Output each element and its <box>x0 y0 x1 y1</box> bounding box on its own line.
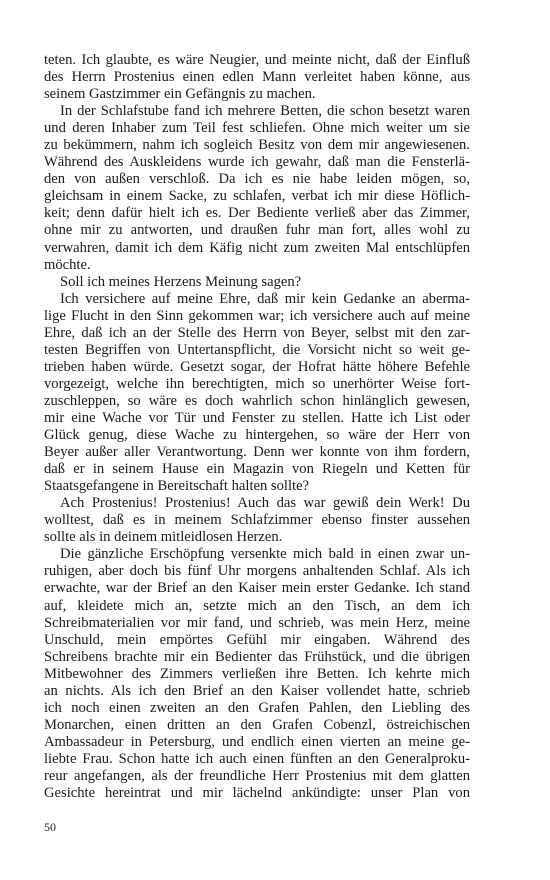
text-line: des Herrn Prostenius einen edlen Mann verleitet haben könne, aus <box>44 69 470 86</box>
text-line: den von außen verschloß. Da ich es nie habe leiden mögen, so, <box>44 171 470 188</box>
text-line: zuschleppen, so wäre es doch wahrlich schon hinlänglich gewesen, <box>44 392 470 409</box>
text-line: Ehre, daß ich an der Stelle des Herrn von Beyer, selbst mit den zar- <box>44 324 470 341</box>
text-line: Gesichte hereintrat und mir lächelnd ankündigte: unser Plan von <box>44 785 470 802</box>
text-line: seinem Gastzimmer ein Gefängnis zu machen. <box>44 86 316 103</box>
text-line: ich noch einen zweiten an den Grafen Pahlen, den Liebling des <box>44 699 470 716</box>
text-line: Während des Auskleidens wurde ich gewahr, daß man die Fensterlä- <box>44 154 470 171</box>
text-line: zu bekümmern, nahm ich sogleich Besitz von dem mir angewiesenen. <box>44 137 470 154</box>
text-line: In der Schlafstube fand ich mehrere Betten, die schon besetzt waren <box>60 103 470 120</box>
text-line: vorgezeigt, welche ihn berechtigten, mich so unerhörter Weise fort- <box>44 375 470 392</box>
text-line: an nichts. Als ich den Brief an den Kaiser vollendet hatte, schrieb <box>44 682 470 699</box>
text-line: Unschuld, mein empörtes Gefühl mir eingaben. Während des <box>44 631 470 648</box>
text-line: auf, kleidete mich an, setzte mich an den Tisch, an dem ich <box>44 597 470 614</box>
text-line: Ich versichere auf meine Ehre, daß mir kein Gedanke an aberma- <box>60 290 470 307</box>
text-line: ohne mir zu antworten, und draußen fuhr man fort, alles wohl zu <box>44 222 470 239</box>
text-line: keit; denn dafür hielt ich es. Der Bediente verließ aber das Zimmer, <box>44 205 470 222</box>
text-line: Schreibmaterialien vor mir fand, und schrieb, was mein Herz, meine <box>44 614 470 631</box>
text-line: ruhigen, aber doch bis fünf Uhr morgens anhaltenden Schlaf. Als ich <box>44 563 470 580</box>
text-line: Monarchen, einen dritten an den Grafen Cobenzl, östreichischen <box>44 716 470 733</box>
text-line: reur angefangen, als der freundliche Herr Prostenius mit dem glatten <box>44 767 470 784</box>
page-number: 50 <box>44 820 56 834</box>
text-line: Staatsgefangene in Bereitschaft halten sollte? <box>44 478 310 495</box>
text-line: Ambassadeur in Petersburg, und endlich einen vierten an meine ge- <box>44 733 470 750</box>
text-line: mir eine Wache vor Tür und Fenster zu stellen. Hatte ich List oder <box>44 409 470 426</box>
text-line: Glück genug, diese Wache zu hintergehen, so wäre der Herr von <box>44 427 470 444</box>
text-line: Die gänzliche Erschöpfung versenkte mich bald in einen zwar un- <box>60 546 470 563</box>
text-line: daß er in seinem Hause ein Magazin von Riegeln und Ketten für <box>44 461 470 478</box>
text-line: Soll ich meines Herzens Meinung sagen? <box>60 273 302 290</box>
text-line: testen Begriffen von Untertanspflicht, die Vorsicht nicht so weit ge- <box>44 341 470 358</box>
text-line: liebte Frau. Schon hatte ich auch einen fünften an den Generalproku- <box>44 750 470 767</box>
text-line: Schreibens brachte mir ein Bedienter das Frühstück, und die übrigen <box>44 648 470 665</box>
text-line: und deren Inhaber zum Teil fest schliefen. Ohne mich weiter um sie <box>44 120 470 137</box>
text-line: trieben haben würde. Gesetzt sogar, der Hofrat hätte höhere Befehle <box>44 358 470 375</box>
body-text <box>44 52 470 802</box>
text-line: sollte als in deinem mitleidlosen Herzen. <box>44 529 283 546</box>
text-line: Beyer außer aller Verantwortung. Denn wer konnte von ihm fordern, <box>44 444 470 461</box>
text-line: gleichsam in einem Sacke, zu schlafen, verbat ich mir diese Höflich- <box>44 188 470 205</box>
text-line: Ach Prostenius! Prostenius! Auch das war gewiß dein Werk! Du <box>60 495 470 512</box>
text-line: lige Flucht in den Sinn gekommen war; ich versichere auch auf meine <box>44 307 470 324</box>
text-line: erwachte, war der Brief an den Kaiser mein erster Gedanke. Ich stand <box>44 580 470 597</box>
text-line: verwahren, damit ich dem Käfig nicht zum zweiten Mal entschlüpfen <box>44 239 470 256</box>
text-line: wolltest, daß es in meinem Schlafzimmer ebenso finster aussehen <box>44 512 470 529</box>
text-line: teten. Ich glaubte, es wäre Neugier, und meinte nicht, daß der Einfluß <box>44 52 470 68</box>
text-line: Mitbewohner des Zimmers verließen ihre Betten. Ich kehrte mich <box>44 665 470 682</box>
text-line: möchte. <box>44 256 91 273</box>
